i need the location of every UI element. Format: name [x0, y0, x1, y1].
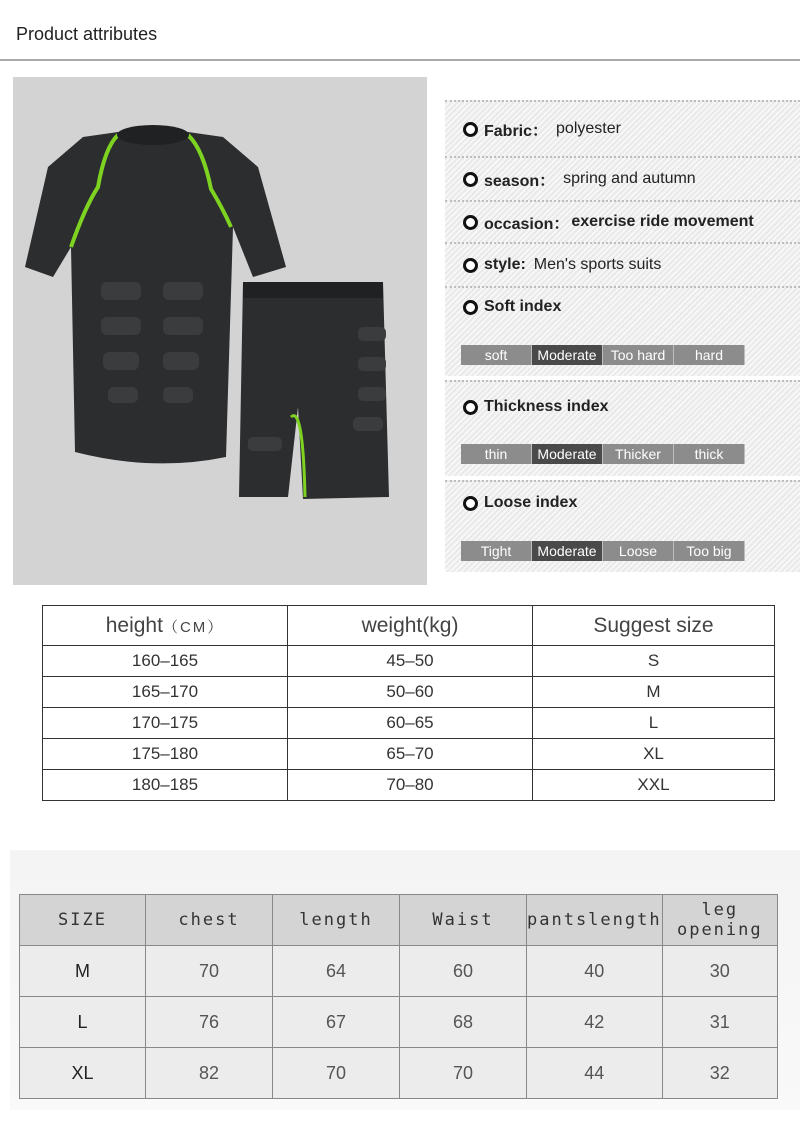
column-header: length: [273, 895, 400, 946]
scale-option-selected: Moderate: [532, 345, 603, 365]
table-cell: S: [533, 646, 775, 677]
table-cell: 76: [146, 997, 273, 1048]
attribute-value: Men's sports suits: [533, 256, 662, 273]
table-cell: 170–175: [43, 708, 288, 739]
table-cell: 42: [527, 997, 663, 1048]
bullet-icon: [463, 400, 478, 415]
table-cell: 32: [662, 1048, 777, 1099]
table-cell: L: [20, 997, 146, 1048]
page-title: Product attributes: [16, 24, 158, 44]
attribute-season: [445, 156, 800, 200]
attribute-value: exercise ride movement: [571, 213, 754, 230]
bullet-icon: [463, 496, 478, 511]
size-guide-table: [42, 605, 775, 801]
table-cell: 65–70: [288, 739, 533, 770]
scale-option-selected: Moderate: [532, 541, 603, 561]
attribute-value: polyester: [556, 120, 621, 137]
scale-option: Tight: [461, 541, 532, 561]
table-cell: 180–185: [43, 770, 288, 801]
index-label: Thickness index: [484, 398, 609, 415]
table-cell: M: [533, 677, 775, 708]
bullet-icon: [463, 172, 478, 187]
scale-option: Loose: [603, 541, 674, 561]
table-header-row: [20, 895, 778, 946]
table-cell: 70–80: [288, 770, 533, 801]
table-row: [43, 739, 775, 770]
attribute-key: occasion：: [484, 215, 570, 233]
column-header: Suggest size: [533, 606, 775, 646]
loose-index-scale: [461, 541, 745, 561]
thickness-index-scale: [461, 444, 745, 464]
table-cell: 30: [662, 946, 777, 997]
table-row: [43, 677, 775, 708]
product-image: [13, 77, 427, 585]
column-header: Waist: [400, 895, 527, 946]
table-cell: 68: [400, 997, 527, 1048]
table-cell: L: [533, 708, 775, 739]
scale-option: thick: [674, 444, 745, 464]
table-cell: 60–65: [288, 708, 533, 739]
table-cell: 60: [400, 946, 527, 997]
table-row: [43, 646, 775, 677]
bullet-icon: [463, 122, 478, 137]
attribute-occasion: [445, 200, 800, 242]
bullet-icon: [463, 258, 478, 273]
scale-option: thin: [461, 444, 532, 464]
scale-option-selected: Moderate: [532, 444, 603, 464]
scale-option: hard: [674, 345, 745, 365]
table-cell: 44: [527, 1048, 663, 1099]
attribute-key: Fabric：: [484, 122, 549, 140]
column-header: weight(kg): [288, 606, 533, 646]
table-cell: 45–50: [288, 646, 533, 677]
soft-index-scale: [461, 345, 745, 365]
table-cell: XL: [20, 1048, 146, 1099]
attribute-key: season：: [484, 172, 556, 190]
scale-option: Thicker: [603, 444, 674, 464]
table-row: [20, 997, 778, 1048]
header-divider: [0, 59, 800, 61]
bullet-icon: [463, 300, 478, 315]
index-label: Loose index: [484, 494, 578, 511]
table-cell: 31: [662, 997, 777, 1048]
table-cell: 64: [273, 946, 400, 997]
measurements-table: [19, 894, 778, 1099]
table-row: [43, 708, 775, 739]
table-cell: 70: [273, 1048, 400, 1099]
table-row: [43, 770, 775, 801]
column-header: chest: [146, 895, 273, 946]
table-row: [20, 1048, 778, 1099]
table-cell: M: [20, 946, 146, 997]
attribute-style: [445, 242, 800, 286]
table-cell: 165–170: [43, 677, 288, 708]
scale-option: Too big: [674, 541, 745, 561]
column-header: SIZE: [20, 895, 146, 946]
table-header-row: [43, 606, 775, 646]
table-row: [20, 946, 778, 997]
column-header: leg opening: [662, 895, 777, 946]
column-header: pantslength: [527, 895, 663, 946]
shorts-illustration: [239, 282, 389, 499]
table-cell: 50–60: [288, 677, 533, 708]
table-cell: 160–165: [43, 646, 288, 677]
header-height: height: [105, 613, 163, 637]
bullet-icon: [463, 215, 478, 230]
table-cell: 82: [146, 1048, 273, 1099]
table-cell: 70: [400, 1048, 527, 1099]
table-cell: 70: [146, 946, 273, 997]
index-label: Soft index: [484, 298, 562, 315]
table-cell: XL: [533, 739, 775, 770]
attribute-value: spring and autumn: [563, 170, 696, 187]
attribute-fabric: [445, 100, 800, 156]
table-cell: 67: [273, 997, 400, 1048]
attribute-key: style:: [484, 256, 526, 273]
table-cell: 40: [527, 946, 663, 997]
scale-option: soft: [461, 345, 532, 365]
table-cell: 175–180: [43, 739, 288, 770]
scale-option: Too hard: [603, 345, 674, 365]
header-unit: （CM）: [162, 618, 225, 636]
table-cell: XXL: [533, 770, 775, 801]
column-header: [43, 606, 288, 646]
